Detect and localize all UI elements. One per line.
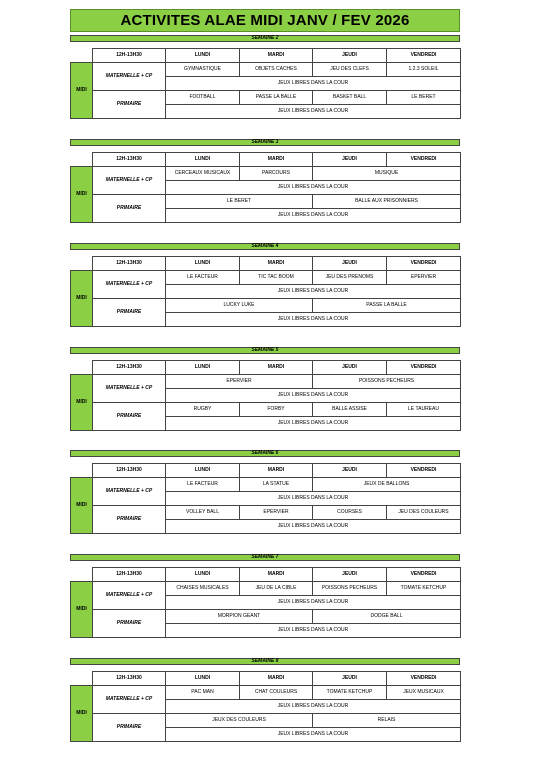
week-label: SEMAINE 2 (70, 35, 460, 42)
day-header-3: VENDREDI (387, 464, 461, 478)
maternelle-activities-row (71, 63, 461, 77)
activity-cell: RUGBY (166, 403, 240, 417)
header-row (71, 49, 461, 63)
midi-label: MIDI (71, 167, 93, 223)
day-header-2: JEUDI (313, 464, 387, 478)
group-label-maternelle: MATERNELLE + CP (93, 478, 166, 506)
midi-label: MIDI (71, 271, 93, 327)
day-header-3: VENDREDI (387, 49, 461, 63)
activity-cell: PARCOURS (240, 167, 313, 181)
time-header: 12H-13H30 (93, 672, 166, 686)
free-play-cell: JEUX LIBRES DANS LA COUR (166, 728, 461, 742)
free-play-cell: JEUX LIBRES DANS LA COUR (166, 417, 461, 431)
free-play-cell: JEUX LIBRES DANS LA COUR (166, 77, 461, 91)
activity-cell: CHAT COULEURS (240, 686, 313, 700)
activity-cell: CHAISES MUSICALES (166, 582, 240, 596)
free-play-cell: JEUX LIBRES DANS LA COUR (166, 181, 461, 195)
activity-cell: JEU DES PRENOMS (313, 271, 387, 285)
group-label-maternelle: MATERNELLE + CP (93, 582, 166, 610)
time-header: 12H-13H30 (93, 464, 166, 478)
activity-cell: RELAIS (313, 714, 461, 728)
activity-cell: DODGE BALL (313, 610, 461, 624)
day-header-3: VENDREDI (387, 568, 461, 582)
activity-cell: PASSE LA BALLE (313, 299, 461, 313)
free-play-cell: JEUX LIBRES DANS LA COUR (166, 285, 461, 299)
header-row (71, 153, 461, 167)
activity-cell: GYMNASTIQUE (166, 63, 240, 77)
corner-blank (71, 464, 93, 478)
week-schedule-table (70, 48, 461, 119)
page-title: ACTIVITES ALAE MIDI JANV / FEV 2026 (70, 9, 460, 32)
day-header-0: LUNDI (166, 153, 240, 167)
group-label-maternelle: MATERNELLE + CP (93, 686, 166, 714)
activity-cell: LE BERET (166, 195, 313, 209)
group-label-maternelle: MATERNELLE + CP (93, 167, 166, 195)
activity-cell: VOLLEY BALL (166, 506, 240, 520)
day-header-1: MARDI (240, 153, 313, 167)
activity-cell: JEUX MUSICAUX (387, 686, 461, 700)
activity-cell: FORBY (240, 403, 313, 417)
week-label: SEMAINE 6 (70, 450, 460, 457)
day-header-0: LUNDI (166, 361, 240, 375)
day-header-1: MARDI (240, 672, 313, 686)
day-header-2: JEUDI (313, 361, 387, 375)
day-header-3: VENDREDI (387, 361, 461, 375)
day-header-2: JEUDI (313, 153, 387, 167)
day-header-2: JEUDI (313, 568, 387, 582)
day-header-0: LUNDI (166, 568, 240, 582)
activity-cell: BASKET BALL (313, 91, 387, 105)
group-label-primaire: PRIMAIRE (93, 403, 166, 431)
activity-cell: OBJETS CACHES (240, 63, 313, 77)
time-header: 12H-13H30 (93, 361, 166, 375)
day-header-0: LUNDI (166, 49, 240, 63)
primaire-activities-row (71, 91, 461, 105)
activity-cell: POISSONS PECHEURS (313, 375, 461, 389)
day-header-3: VENDREDI (387, 257, 461, 271)
activity-cell: LE FACTEUR (166, 478, 240, 492)
header-row (71, 568, 461, 582)
activity-cell: MUSIQUE (313, 167, 461, 181)
day-header-0: LUNDI (166, 464, 240, 478)
week-label: SEMAINE 3 (70, 139, 460, 146)
group-label-primaire: PRIMAIRE (93, 299, 166, 327)
day-header-0: LUNDI (166, 672, 240, 686)
activity-cell: JEUX DES COULEURS (166, 714, 313, 728)
week-label: SEMAINE 4 (70, 243, 460, 250)
activity-cell: MORPION GEANT (166, 610, 313, 624)
activity-cell: FOOTBALL (166, 91, 240, 105)
activity-cell: TOMATE KETCHUP (313, 686, 387, 700)
group-label-maternelle: MATERNELLE + CP (93, 271, 166, 299)
activity-cell: CERCEAUX MUSICAUX (166, 167, 240, 181)
activity-cell: POISSONS PECHEURS (313, 582, 387, 596)
day-header-3: VENDREDI (387, 672, 461, 686)
activity-cell: TOMATE KETCHUP (387, 582, 461, 596)
day-header-0: LUNDI (166, 257, 240, 271)
midi-label: MIDI (71, 63, 93, 119)
group-label-maternelle: MATERNELLE + CP (93, 375, 166, 403)
header-row (71, 464, 461, 478)
corner-blank (71, 153, 93, 167)
time-header: 12H-13H30 (93, 568, 166, 582)
header-row (71, 361, 461, 375)
primaire-activities-row (71, 195, 461, 209)
activity-cell: LE TAUREAU (387, 403, 461, 417)
day-header-3: VENDREDI (387, 153, 461, 167)
group-label-maternelle: MATERNELLE + CP (93, 63, 166, 91)
maternelle-activities-row (71, 375, 461, 389)
maternelle-activities-row (71, 478, 461, 492)
activity-cell: LE BERET (387, 91, 461, 105)
activity-cell: BALLE AUX PRISONNIERS (313, 195, 461, 209)
header-row (71, 672, 461, 686)
maternelle-activities-row (71, 271, 461, 285)
corner-blank (71, 257, 93, 271)
free-play-cell: JEUX LIBRES DANS LA COUR (166, 209, 461, 223)
midi-label: MIDI (71, 582, 93, 638)
activity-cell: JEU DES COULEURS (387, 506, 461, 520)
week-schedule-table (70, 360, 461, 431)
free-play-cell: JEUX LIBRES DANS LA COUR (166, 313, 461, 327)
activity-cell: JEUX DE BALLONS (313, 478, 461, 492)
week-label: SEMAINE 7 (70, 554, 460, 561)
day-header-2: JEUDI (313, 49, 387, 63)
primaire-activities-row (71, 714, 461, 728)
week-schedule-table (70, 463, 461, 534)
activity-cell: LA STATUE (240, 478, 313, 492)
corner-blank (71, 568, 93, 582)
activity-cell: JEU DES CLEFS (313, 63, 387, 77)
time-header: 12H-13H30 (93, 257, 166, 271)
day-header-2: JEUDI (313, 672, 387, 686)
activity-cell: TIC TAC BOOM (240, 271, 313, 285)
day-header-1: MARDI (240, 257, 313, 271)
week-schedule-table (70, 152, 461, 223)
midi-label: MIDI (71, 686, 93, 742)
activity-cell: 1.2.3 SOLEIL (387, 63, 461, 77)
week-schedule-table (70, 671, 461, 742)
free-play-cell: JEUX LIBRES DANS LA COUR (166, 105, 461, 119)
activity-cell: LUCKY LUKE (166, 299, 313, 313)
free-play-cell: JEUX LIBRES DANS LA COUR (166, 596, 461, 610)
group-label-primaire: PRIMAIRE (93, 195, 166, 223)
corner-blank (71, 672, 93, 686)
day-header-1: MARDI (240, 464, 313, 478)
activity-cell: EPERVIER (166, 375, 313, 389)
primaire-activities-row (71, 506, 461, 520)
activity-cell: EPERVIER (240, 506, 313, 520)
group-label-primaire: PRIMAIRE (93, 91, 166, 119)
activity-cell: PAC MAN (166, 686, 240, 700)
maternelle-activities-row (71, 582, 461, 596)
day-header-2: JEUDI (313, 257, 387, 271)
day-header-1: MARDI (240, 568, 313, 582)
day-header-1: MARDI (240, 361, 313, 375)
group-label-primaire: PRIMAIRE (93, 714, 166, 742)
activity-cell: EPERVIER (387, 271, 461, 285)
corner-blank (71, 361, 93, 375)
primaire-activities-row (71, 403, 461, 417)
activity-cell: LE FACTEUR (166, 271, 240, 285)
activity-cell: JEU DE LA CIBLE (240, 582, 313, 596)
maternelle-activities-row (71, 686, 461, 700)
group-label-primaire: PRIMAIRE (93, 610, 166, 638)
midi-label: MIDI (71, 478, 93, 534)
time-header: 12H-13H30 (93, 153, 166, 167)
week-schedule-table (70, 256, 461, 327)
activity-cell: BALLE ASSISE (313, 403, 387, 417)
group-label-primaire: PRIMAIRE (93, 506, 166, 534)
primaire-activities-row (71, 610, 461, 624)
free-play-cell: JEUX LIBRES DANS LA COUR (166, 624, 461, 638)
header-row (71, 257, 461, 271)
day-header-1: MARDI (240, 49, 313, 63)
week-schedule-table (70, 567, 461, 638)
week-label: SEMAINE 8 (70, 658, 460, 665)
activity-cell: PASSE LA BALLE (240, 91, 313, 105)
free-play-cell: JEUX LIBRES DANS LA COUR (166, 700, 461, 714)
free-play-cell: JEUX LIBRES DANS LA COUR (166, 492, 461, 506)
primaire-activities-row (71, 299, 461, 313)
time-header: 12H-13H30 (93, 49, 166, 63)
free-play-cell: JEUX LIBRES DANS LA COUR (166, 389, 461, 403)
activity-cell: COURSES (313, 506, 387, 520)
free-play-cell: JEUX LIBRES DANS LA COUR (166, 520, 461, 534)
week-label: SEMAINE 5 (70, 347, 460, 354)
midi-label: MIDI (71, 375, 93, 431)
maternelle-activities-row (71, 167, 461, 181)
corner-blank (71, 49, 93, 63)
